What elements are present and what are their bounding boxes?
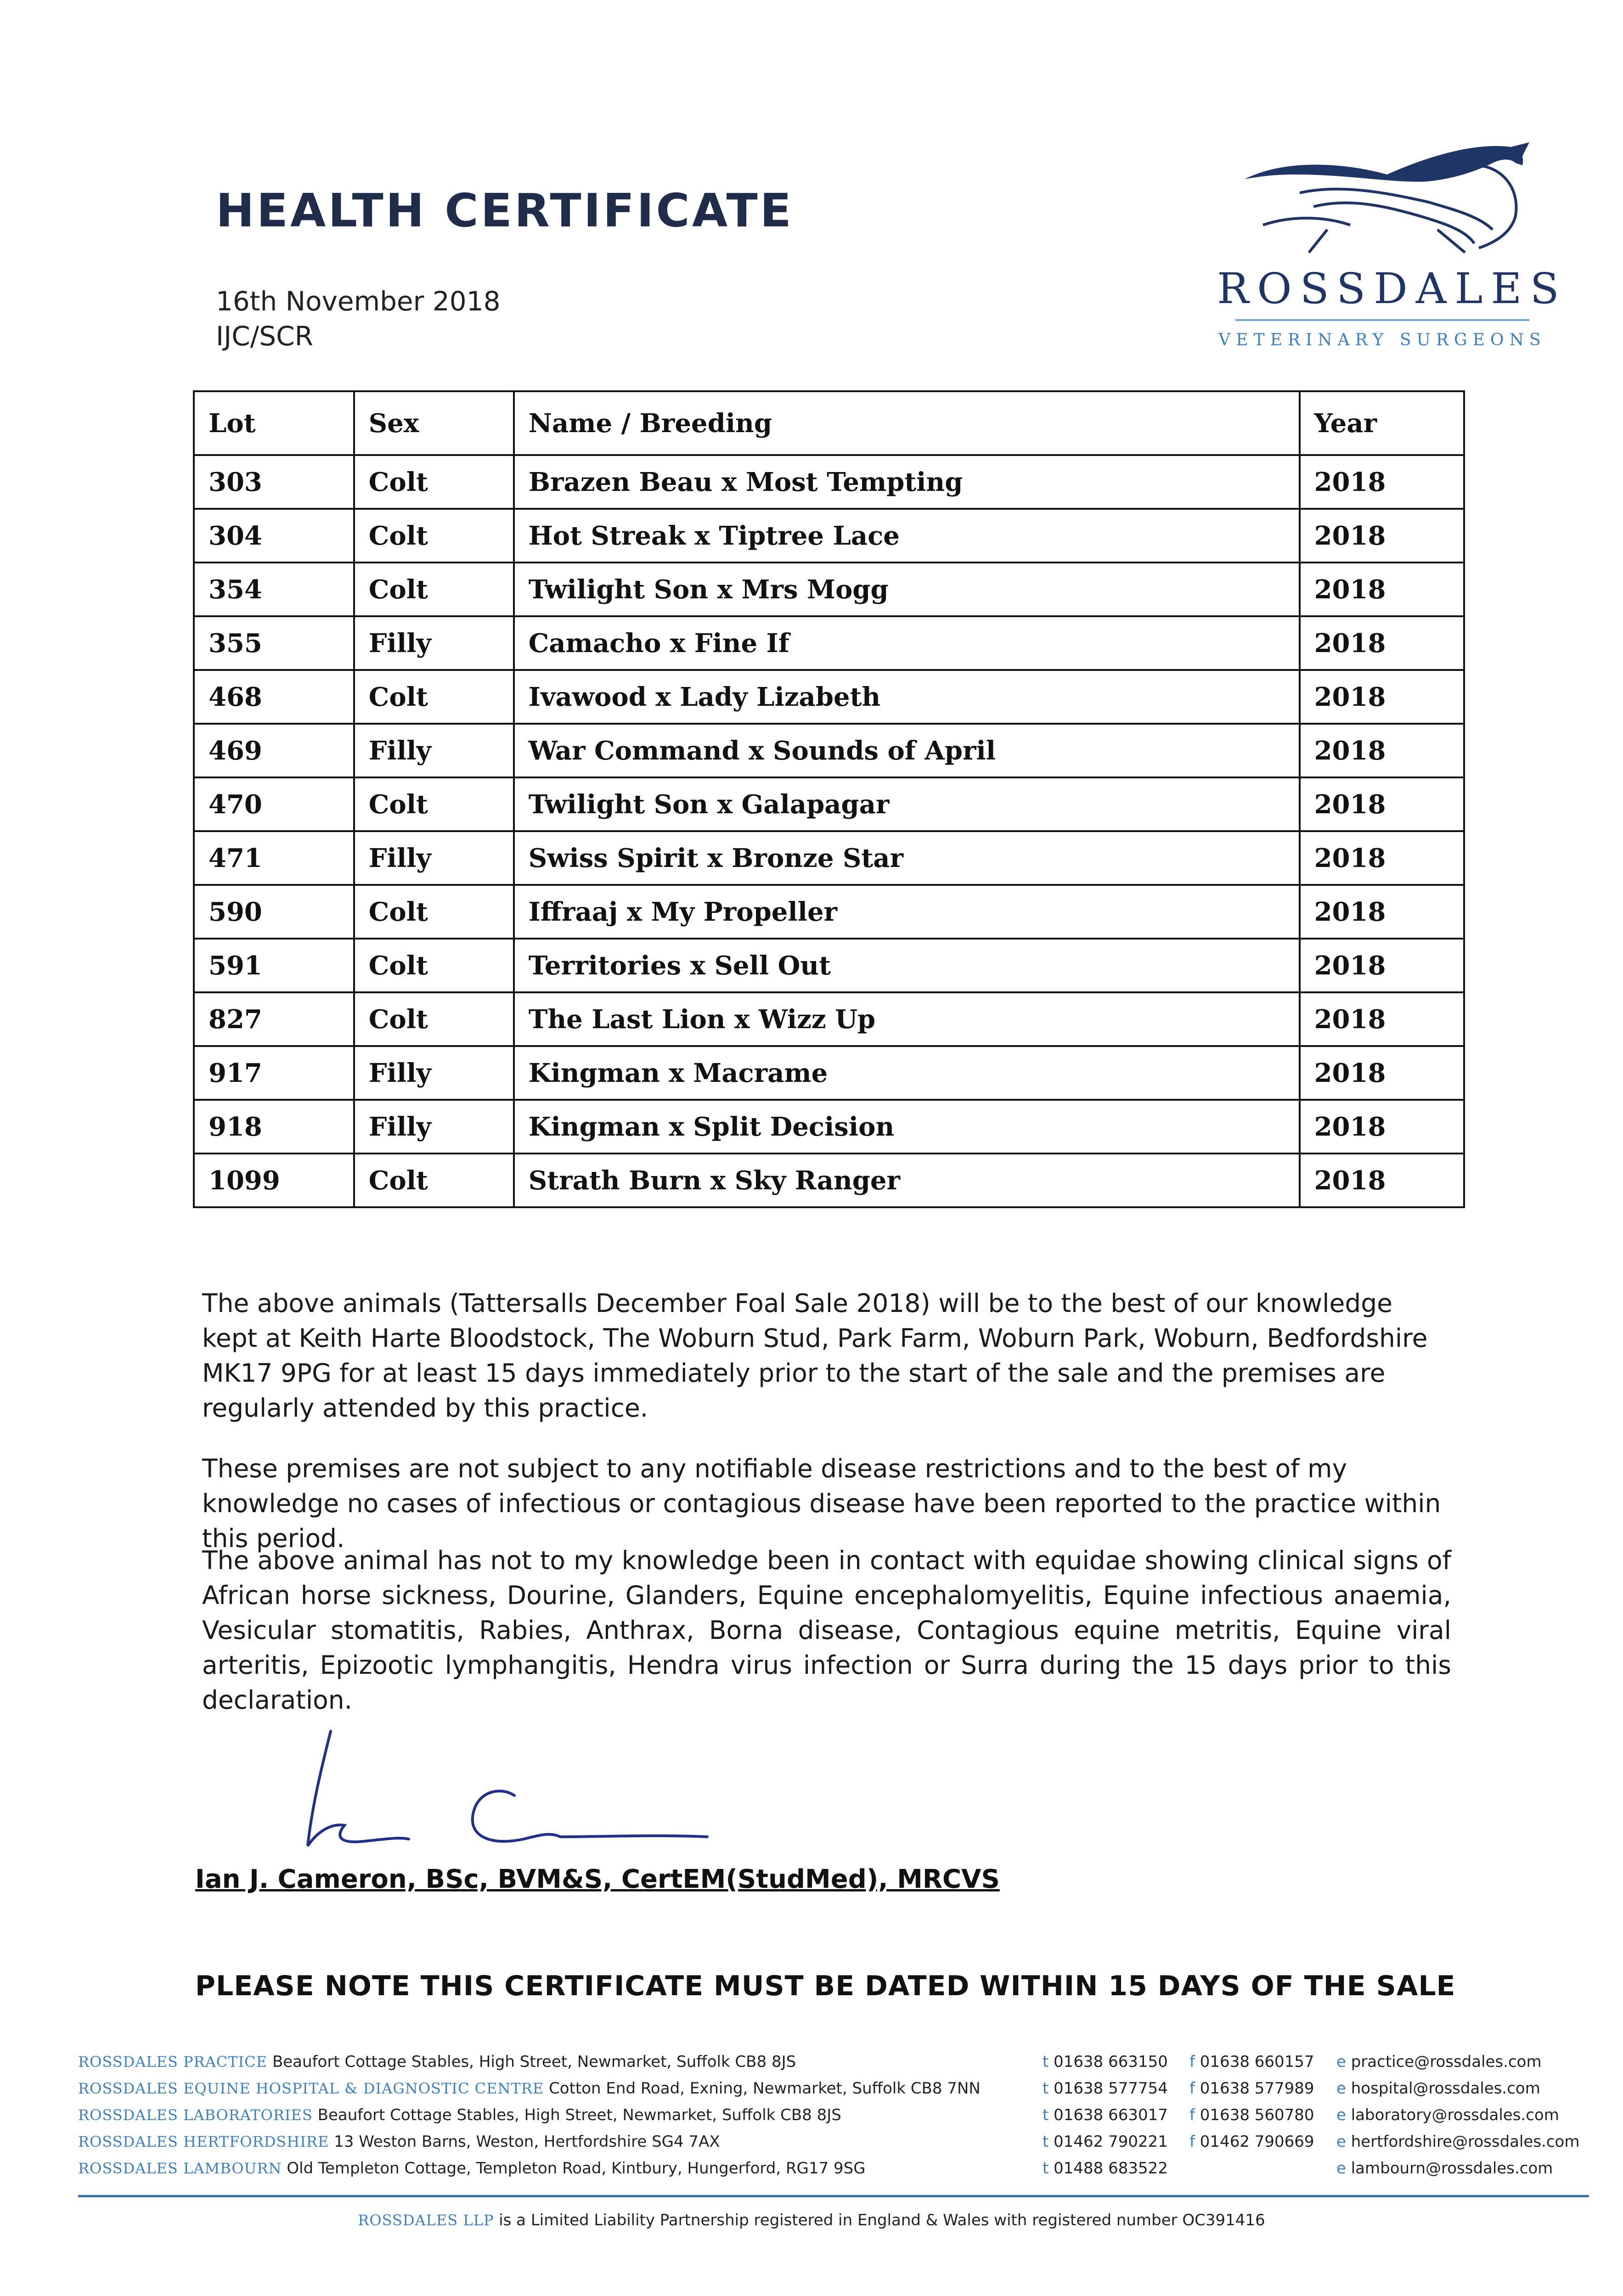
footer-row-lambourn — [78, 2159, 1589, 2185]
sex-cell: Filly — [354, 1100, 514, 1154]
animals-table — [193, 390, 1465, 1208]
lot-cell: 471 — [194, 831, 354, 885]
sex-cell: Filly — [354, 616, 514, 670]
table-row — [194, 777, 1464, 831]
sex-cell: Colt — [354, 777, 514, 831]
office-email[interactable]: e practice@rossdales.com — [1336, 2053, 1542, 2071]
sex-cell: Colt — [354, 939, 514, 992]
office-label: ROSSDALES LAMBOURN — [78, 2160, 282, 2177]
document-title: HEALTH CERTIFICATE — [216, 184, 794, 237]
breeding-cell: Territories x Sell Out — [514, 939, 1300, 992]
office-phone: t 01638 663150 — [1043, 2053, 1168, 2071]
table-row — [194, 616, 1464, 670]
table-row — [194, 509, 1464, 563]
sex-cell: Colt — [354, 992, 514, 1046]
table-body — [194, 455, 1464, 1207]
breeding-cell: Twilight Son x Mrs Mogg — [514, 563, 1300, 616]
office-phone: t 01638 577754 — [1043, 2079, 1168, 2098]
footer-row-hospital — [78, 2079, 1589, 2105]
table-row — [194, 1046, 1464, 1100]
breeding-cell: Camacho x Fine If — [514, 616, 1300, 670]
footer-divider — [78, 2195, 1589, 2197]
office-email[interactable]: e laboratory@rossdales.com — [1336, 2106, 1559, 2124]
year-cell: 2018 — [1300, 563, 1464, 616]
handwritten-signature — [285, 1727, 744, 1864]
lot-cell: 591 — [194, 939, 354, 992]
table-header-row — [194, 391, 1464, 455]
sex-cell: Filly — [354, 724, 514, 777]
breeding-cell: Brazen Beau x Most Tempting — [514, 455, 1300, 509]
lot-cell: 303 — [194, 455, 354, 509]
table-row — [194, 563, 1464, 616]
office-label: ROSSDALES LABORATORIES — [78, 2106, 313, 2124]
year-cell: 2018 — [1300, 885, 1464, 939]
breeding-cell: Swiss Spirit x Bronze Star — [514, 831, 1300, 885]
breeding-cell: Kingman x Macrame — [514, 1046, 1300, 1100]
year-cell: 2018 — [1300, 992, 1464, 1046]
llp-text: is a Limited Liability Partnership registered in England & Wales with registered number OC391416 — [499, 2211, 1265, 2229]
lot-cell: 355 — [194, 616, 354, 670]
office-address: Beaufort Cottage Stables, High Street, Newmarket, Suffolk CB8 8JS — [317, 2106, 841, 2124]
table-row — [194, 455, 1464, 509]
lot-cell: 354 — [194, 563, 354, 616]
office-address: Old Templeton Cottage, Templeton Road, Kintbury, Hungerford, RG17 9SG — [287, 2159, 866, 2178]
reference-code: IJC/SCR — [216, 321, 313, 352]
paragraph-diseases: The above animal has not to my knowledge been in contact with equidae showing clinical signs of African horse sickness, Dourine, Glanders, Equine encephalomyelitis, Equine infectious anaemia, Vesicular stomatitis, Rabies, Anthrax, Borna disease, Contagious equine metritis, Equine viral arteritis, Epizootic lymphangitis, Hendra virus infection or Surra during the 15 days prior to this declaration. — [202, 1546, 1451, 1715]
year-cell: 2018 — [1300, 939, 1464, 992]
logo-wordmark: ROSSDALES — [1217, 264, 1567, 313]
year-cell: 2018 — [1300, 509, 1464, 563]
signatory-name: Ian J. Cameron, BSc, BVM&S, CertEM(StudMed), MRCVS — [195, 1864, 1000, 1894]
year-cell: 2018 — [1300, 777, 1464, 831]
office-fax: f 01462 790669 — [1189, 2133, 1314, 2151]
header-lot: Lot — [194, 391, 354, 455]
year-cell: 2018 — [1300, 1046, 1464, 1100]
office-address: 13 Weston Barns, Weston, Hertfordshire SG4 7AX — [334, 2133, 720, 2151]
office-address: Cotton End Road, Exning, Newmarket, Suffolk CB8 7NN — [549, 2079, 981, 2098]
table-row — [194, 670, 1464, 724]
table-row — [194, 885, 1464, 939]
lot-cell: 468 — [194, 670, 354, 724]
lot-cell: 827 — [194, 992, 354, 1046]
table-row — [194, 724, 1464, 777]
lot-cell: 917 — [194, 1046, 354, 1100]
lot-cell: 1099 — [194, 1154, 354, 1207]
breeding-cell: Ivawood x Lady Lizabeth — [514, 670, 1300, 724]
footer-row-practice — [78, 2053, 1589, 2078]
sex-cell: Colt — [354, 563, 514, 616]
breeding-cell: Strath Burn x Sky Ranger — [514, 1154, 1300, 1207]
footer-contacts — [78, 2053, 1589, 2218]
rossdales-logo — [1217, 138, 1567, 358]
sex-cell: Colt — [354, 885, 514, 939]
office-email[interactable]: e hertfordshire@rossdales.com — [1336, 2133, 1580, 2151]
office-fax: f 01638 560780 — [1189, 2106, 1314, 2124]
breeding-cell: Iffraaj x My Propeller — [514, 885, 1300, 939]
footer-row-laboratories — [78, 2106, 1589, 2132]
sex-cell: Filly — [354, 1046, 514, 1100]
breeding-cell: Twilight Son x Galapagar — [514, 777, 1300, 831]
office-email[interactable]: e hospital@rossdales.com — [1336, 2079, 1540, 2098]
header-year: Year — [1300, 391, 1464, 455]
horse-logo-icon — [1235, 138, 1538, 262]
office-phone: t 01638 663017 — [1043, 2106, 1168, 2124]
table-row — [194, 1100, 1464, 1154]
certificate-date: 16th November 2018 — [216, 286, 501, 317]
office-label: ROSSDALES EQUINE HOSPITAL & DIAGNOSTIC CENTRE — [78, 2080, 544, 2097]
paragraph-location: The above animals (Tattersalls December Foal Sale 2018) will be to the best of our knowledge kept at Keith Harte Bloodstock, The Woburn Stud, Park Farm, Woburn Park, Woburn, Bedfordshire MK17 9PG for at least 15 days immediately prior to the start of the sale and the premises are regularly attended by this practice. — [202, 1289, 1428, 1423]
logo-divider — [1235, 319, 1529, 321]
table-row — [194, 939, 1464, 992]
office-address: Beaufort Cottage Stables, High Street, Newmarket, Suffolk CB8 8JS — [272, 2053, 796, 2071]
lot-cell: 470 — [194, 777, 354, 831]
breeding-cell: Hot Streak x Tiptree Lace — [514, 509, 1300, 563]
lot-cell: 590 — [194, 885, 354, 939]
llp-statement — [0, 2211, 1623, 2229]
logo-subtitle: VETERINARY SURGEONS — [1218, 331, 1546, 349]
sex-cell: Colt — [354, 670, 514, 724]
validity-notice: PLEASE NOTE THIS CERTIFICATE MUST BE DATED WITHIN 15 DAYS OF THE SALE — [195, 1970, 1456, 2002]
office-phone: t 01488 683522 — [1043, 2159, 1168, 2178]
year-cell: 2018 — [1300, 1154, 1464, 1207]
sex-cell: Colt — [354, 509, 514, 563]
sex-cell: Colt — [354, 455, 514, 509]
year-cell: 2018 — [1300, 831, 1464, 885]
sex-cell: Filly — [354, 831, 514, 885]
paragraph-restrictions: These premises are not subject to any notifiable disease restrictions and to the best of my knowledge no cases of infectious or contagious disease have been reported to the practice within this period. — [202, 1454, 1441, 1553]
header-sex: Sex — [354, 391, 514, 455]
office-fax: f 01638 577989 — [1189, 2079, 1314, 2098]
year-cell: 2018 — [1300, 455, 1464, 509]
year-cell: 2018 — [1300, 670, 1464, 724]
year-cell: 2018 — [1300, 616, 1464, 670]
year-cell: 2018 — [1300, 724, 1464, 777]
office-label: ROSSDALES HERTFORDSHIRE — [78, 2133, 329, 2150]
office-phone: t 01462 790221 — [1043, 2133, 1168, 2151]
year-cell: 2018 — [1300, 1100, 1464, 1154]
header-name-breeding: Name / Breeding — [514, 391, 1300, 455]
breeding-cell: Kingman x Split Decision — [514, 1100, 1300, 1154]
office-fax: f 01638 660157 — [1189, 2053, 1314, 2071]
breeding-cell: The Last Lion x Wizz Up — [514, 992, 1300, 1046]
lot-cell: 304 — [194, 509, 354, 563]
lot-cell: 918 — [194, 1100, 354, 1154]
table-row — [194, 1154, 1464, 1207]
table-row — [194, 831, 1464, 885]
breeding-cell: War Command x Sounds of April — [514, 724, 1300, 777]
table-row — [194, 992, 1464, 1046]
office-label: ROSSDALES PRACTICE — [78, 2053, 268, 2071]
sex-cell: Colt — [354, 1154, 514, 1207]
lot-cell: 469 — [194, 724, 354, 777]
office-email[interactable]: e lambourn@rossdales.com — [1336, 2159, 1553, 2178]
llp-label: ROSSDALES LLP — [358, 2212, 494, 2229]
footer-row-hertfordshire — [78, 2133, 1589, 2158]
